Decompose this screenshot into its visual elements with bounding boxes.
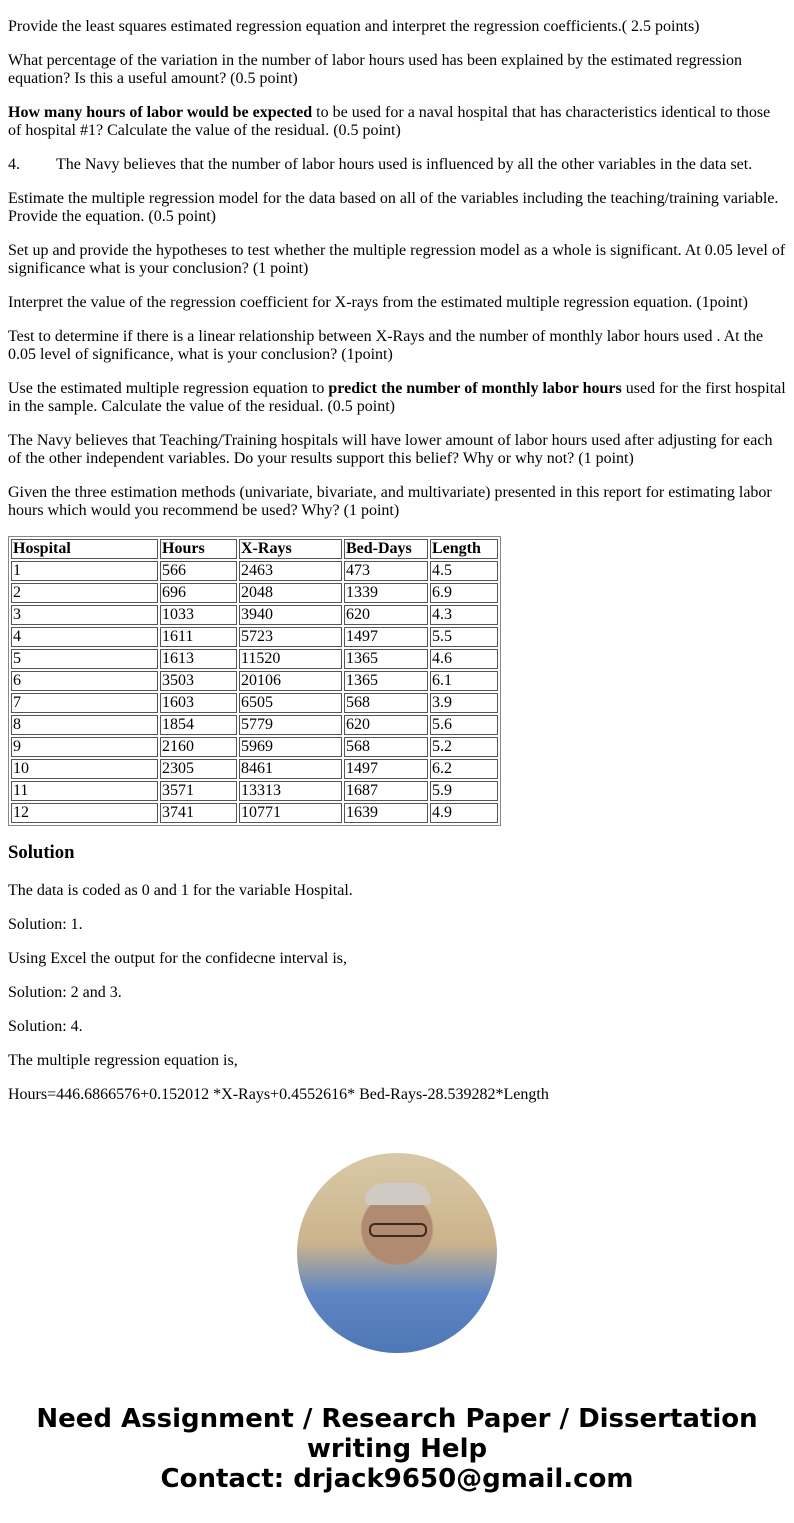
table-cell: 13313 (239, 781, 342, 801)
table-row (11, 671, 498, 691)
table-cell: 5779 (239, 715, 342, 735)
table-row (11, 759, 498, 779)
table-cell: 2 (11, 583, 158, 603)
table-cell: 1339 (344, 583, 428, 603)
table-cell: 568 (344, 737, 428, 757)
table-cell: 473 (344, 561, 428, 581)
footer-contact: Contact: drjack9650@gmail.com (160, 1464, 634, 1494)
table-cell: 3503 (160, 671, 237, 691)
table-cell: 1497 (344, 759, 428, 779)
document-body (8, 18, 786, 1120)
table-cell: 1613 (160, 649, 237, 669)
column-header: Length (430, 539, 498, 559)
hospital-data-table (8, 536, 501, 826)
question-4: 4. The Navy believes that the number of labor hours used is influenced by all the other variables in the data set. (8, 156, 753, 173)
table-cell: 568 (344, 693, 428, 713)
table-cell: 7 (11, 693, 158, 713)
question-paragraph: The Navy believes that Teaching/Training hospitals will have lower amount of labor hours used after adjusting for each of the other independent variables. Do your results support this belief? Why or why not? (1 point) (8, 432, 773, 467)
table-cell: 566 (160, 561, 237, 581)
table-cell: 5 (11, 649, 158, 669)
table-cell: 620 (344, 715, 428, 735)
solution-heading: Solution (8, 842, 75, 863)
table-cell: 8461 (239, 759, 342, 779)
table-cell: 1639 (344, 803, 428, 823)
solution-paragraph: Using Excel the output for the confidecne interval is, (8, 950, 348, 967)
question-paragraph: What percentage of the variation in the number of labor hours used has been explained by the estimated regression equation? Is this a useful amount? (0.5 point) (8, 52, 742, 87)
solution-paragraph: Solution: 1. (8, 916, 83, 933)
table-cell: 5969 (239, 737, 342, 757)
table-cell: 2160 (160, 737, 237, 757)
table-cell: 620 (344, 605, 428, 625)
table-cell: 6.9 (430, 583, 498, 603)
solution-paragraph: Solution: 2 and 3. (8, 984, 122, 1001)
table-cell: 6.2 (430, 759, 498, 779)
column-header: Hospital (11, 539, 158, 559)
table-cell: 2048 (239, 583, 342, 603)
solution-paragraph: Hours=446.6866576+0.152012 *X-Rays+0.4552616* Bed-Rays-28.539282*Length (8, 1086, 549, 1103)
table-cell: 11 (11, 781, 158, 801)
table-cell: 3940 (239, 605, 342, 625)
table-cell: 5.6 (430, 715, 498, 735)
table-cell: 12 (11, 803, 158, 823)
table-cell: 1497 (344, 627, 428, 647)
table-cell: 6505 (239, 693, 342, 713)
table-cell: 4.5 (430, 561, 498, 581)
table-cell: 1603 (160, 693, 237, 713)
table-cell: 1611 (160, 627, 237, 647)
column-header: Hours (160, 539, 237, 559)
table-cell: 5.9 (430, 781, 498, 801)
table-cell: 2463 (239, 561, 342, 581)
question-paragraph: Given the three estimation methods (univariate, bivariate, and multivariate) presented in this report for estimating labor hours which would you recommend be used? Why? (1 point) (8, 484, 772, 519)
question-paragraph: Estimate the multiple regression model for the data based on all of the variables including the teaching/training variable. Provide the equation. (0.5 point) (8, 190, 779, 225)
solution-paragraph: The data is coded as 0 and 1 for the variable Hospital. (8, 882, 353, 899)
table-cell: 3741 (160, 803, 237, 823)
table-cell: 2305 (160, 759, 237, 779)
solution-paragraph: Solution: 4. (8, 1018, 83, 1035)
table-cell: 11520 (239, 649, 342, 669)
column-header: X-Rays (239, 539, 342, 559)
table-cell: 1687 (344, 781, 428, 801)
table-row (11, 781, 498, 801)
table-cell: 10771 (239, 803, 342, 823)
question-paragraph: Provide the least squares estimated regression equation and interpret the regression coefficients.( 2.5 points) (8, 18, 700, 35)
table-cell: 4.6 (430, 649, 498, 669)
solution-paragraph: The multiple regression equation is, (8, 1052, 238, 1069)
table-row (11, 715, 498, 735)
table-row (11, 605, 498, 625)
table-cell: 1365 (344, 671, 428, 691)
contact-footer (0, 1404, 794, 1494)
table-cell: 6.1 (430, 671, 498, 691)
footer-tagline: Need Assignment / Research Paper / Dissertation writing Help (36, 1404, 758, 1464)
column-header: Bed-Days (344, 539, 428, 559)
table-row (11, 649, 498, 669)
table-cell: 3 (11, 605, 158, 625)
table-cell: 1854 (160, 715, 237, 735)
table-row (11, 737, 498, 757)
table-cell: 4.3 (430, 605, 498, 625)
question-paragraph: Use the estimated multiple regression equation to predict the number of monthly labor hours used for the first hospital in the sample. Calculate the value of the residual. (0.5 point) (8, 380, 786, 415)
table-cell: 8 (11, 715, 158, 735)
table-row (11, 693, 498, 713)
table-cell: 4 (11, 627, 158, 647)
author-avatar (297, 1153, 497, 1353)
question-paragraph: How many hours of labor would be expected to be used for a naval hospital that has characteristics identical to those of hospital #1? Calculate the value of the residual. (0.5 point) (8, 104, 771, 139)
question-paragraph: Interpret the value of the regression coefficient for X-rays from the estimated multiple regression equation. (1point) (8, 294, 748, 311)
table-cell: 5.5 (430, 627, 498, 647)
table-cell: 5.2 (430, 737, 498, 757)
table-cell: 1365 (344, 649, 428, 669)
table-cell: 10 (11, 759, 158, 779)
table-cell: 5723 (239, 627, 342, 647)
table-header-row (11, 539, 498, 559)
question-paragraph: Test to determine if there is a linear relationship between X-Rays and the number of monthly labor hours used . At the 0.05 level of significance, what is your conclusion? (1point) (8, 328, 764, 363)
table-cell: 6 (11, 671, 158, 691)
table-row (11, 583, 498, 603)
table-row (11, 561, 498, 581)
table-cell: 9 (11, 737, 158, 757)
table-cell: 20106 (239, 671, 342, 691)
question-paragraph: Set up and provide the hypotheses to test whether the multiple regression model as a whole is significant. At 0.05 level of significance what is your conclusion? (1 point) (8, 242, 786, 277)
table-row (11, 627, 498, 647)
table-cell: 1 (11, 561, 158, 581)
table-cell: 1033 (160, 605, 237, 625)
table-cell: 3571 (160, 781, 237, 801)
table-cell: 696 (160, 583, 237, 603)
glasses-icon (369, 1223, 427, 1237)
table-cell: 4.9 (430, 803, 498, 823)
table-cell: 3.9 (430, 693, 498, 713)
table-row (11, 803, 498, 823)
